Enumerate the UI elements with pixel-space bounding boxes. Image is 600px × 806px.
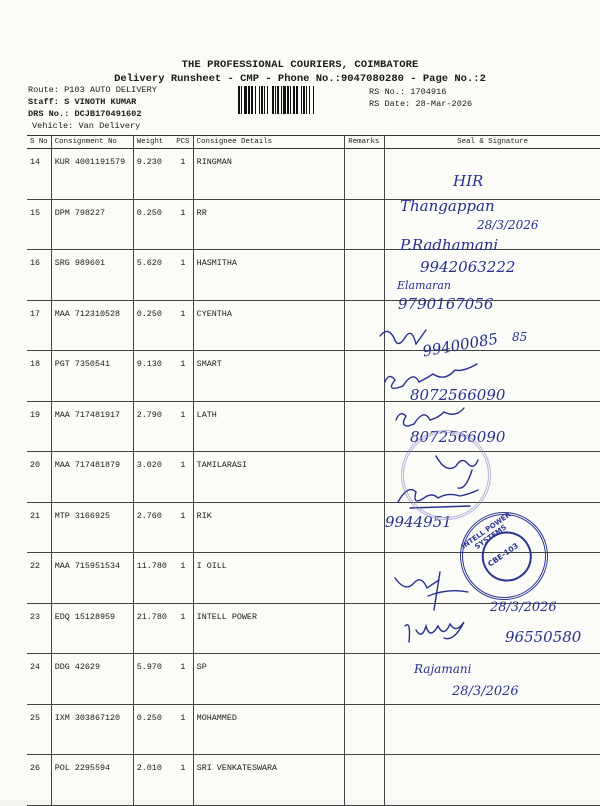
col-consignee: Consignee Details	[193, 136, 345, 149]
cell-sno: 23	[27, 603, 51, 654]
handwriting-r20-phone: 8072566090	[410, 428, 506, 446]
cell-weight: 5.970	[133, 654, 173, 705]
col-sno: S No	[27, 136, 51, 149]
cell-pcs: 1	[173, 351, 193, 402]
cell-sno: 26	[27, 755, 51, 806]
cell-weight: 21.780	[133, 603, 173, 654]
cell-weight: 9.130	[133, 351, 173, 402]
staff-label: Staff:	[28, 97, 59, 107]
cell-consignment: PGT 7350541	[51, 351, 133, 402]
cell-weight: 0.250	[133, 704, 173, 755]
cell-consignee: MOHAMMED	[193, 704, 345, 755]
col-pcs: PCS	[173, 136, 193, 149]
cell-sno: 20	[27, 452, 51, 503]
cell-sno: 17	[27, 300, 51, 351]
handwriting-r18-extra: 85	[512, 330, 528, 344]
cell-consignee: CYENTHA	[193, 300, 345, 351]
cell-sno: 19	[27, 401, 51, 452]
cell-sno: 16	[27, 250, 51, 301]
col-seal: Seal & Signature	[385, 136, 600, 149]
signature-r24	[395, 572, 468, 610]
rs-date-label: RS Date:	[369, 99, 411, 109]
cell-consignment: DPM 798227	[51, 199, 133, 250]
drs-label: DRS No.:	[28, 109, 70, 119]
cell-pcs: 1	[173, 654, 193, 705]
seal-company-text: INTELL POWER SYSTEMS	[460, 510, 513, 551]
handwriting-r26-date: 28/3/2026	[452, 684, 519, 699]
cell-consignment: SRG 989601	[51, 250, 133, 301]
cell-sno: 15	[27, 199, 51, 250]
cell-consignment: MAA 717481879	[51, 452, 133, 503]
route-value: P103 AUTO DELIVERY	[64, 85, 157, 95]
col-consignment: Consignment No	[51, 136, 133, 149]
cell-consignee: RINGMAN	[193, 149, 345, 200]
rs-date-value: 28-Mar-2026	[415, 99, 473, 109]
drs-value: DCJB170491602	[74, 109, 142, 119]
runsheet-subtitle: Delivery Runsheet - CMP - Phone No.:9047080280 - Page No.:2	[114, 73, 486, 85]
cell-pcs: 1	[173, 300, 193, 351]
cell-sno: 22	[27, 553, 51, 604]
cell-pcs: 1	[173, 149, 193, 200]
handwriting-r24-date: 28/3/2026	[490, 600, 557, 615]
cell-consignment: MAA 715951534	[51, 553, 133, 604]
handwriting-r16-name: P.Radhamani	[400, 236, 499, 254]
handwriting-r22-phone: 9944951	[385, 513, 452, 531]
signature-r20	[396, 408, 464, 426]
cell-weight: 5.620	[133, 250, 173, 301]
cell-consignee: SMART	[193, 351, 345, 402]
cell-consignee: RIK	[193, 502, 345, 553]
handwriting-r26-name: Rajamani	[414, 662, 472, 676]
cell-consignee: SRI VENKATESWARA	[193, 755, 345, 806]
handwriting-r19-phone: 8072566090	[410, 386, 506, 404]
handwriting-r15-name: Thangappan	[400, 197, 495, 215]
handwriting-r15-date: 28/3/2026	[477, 218, 539, 232]
cell-weight: 2.790	[133, 401, 173, 452]
handwriting-r16-phone: 9942063222	[420, 258, 516, 276]
cell-weight: 9.230	[133, 149, 173, 200]
cell-consignment: DDG 42629	[51, 654, 133, 705]
cell-weight: 11.780	[133, 553, 173, 604]
route-label: Route:	[28, 85, 59, 95]
cell-consignment: IXM 303867120	[51, 704, 133, 755]
cell-sno: 21	[27, 502, 51, 553]
cell-consignee: HASMITHA	[193, 250, 345, 301]
cell-sno: 14	[27, 149, 51, 200]
cell-weight: 2.010	[133, 755, 173, 806]
handwriting-r17-phone: 9790167056	[398, 295, 494, 313]
signature-r25	[405, 622, 464, 642]
cell-consignment: EDQ 15128959	[51, 603, 133, 654]
faded-seal-stamp	[401, 430, 491, 520]
cell-consignee: SP	[193, 654, 345, 705]
cell-pcs: 1	[173, 502, 193, 553]
rs-no-label: RS No.:	[369, 87, 406, 97]
cell-consignee: LATH	[193, 401, 345, 452]
cell-pcs: 1	[173, 401, 193, 452]
cell-consignee: TAMILARASI	[193, 452, 345, 503]
handwriting-r18-phone: 99400085	[421, 329, 500, 361]
cell-pcs: 1	[173, 452, 193, 503]
cell-sno: 24	[27, 654, 51, 705]
cell-sno: 25	[27, 704, 51, 755]
handwriting-r14: HIR	[453, 172, 484, 190]
handwriting-r17-name: Elamaran	[397, 279, 451, 292]
signature-r18	[380, 330, 426, 344]
company-title: THE PROFESSIONAL COURIERS, COIMBATORE	[181, 59, 419, 71]
cell-consignment: MTP 3166925	[51, 502, 133, 553]
cell-consignment: KUR 4001191579	[51, 149, 133, 200]
cell-consignment: MAA 717481917	[51, 401, 133, 452]
cell-pcs: 1	[173, 250, 193, 301]
cell-pcs: 1	[173, 553, 193, 604]
rs-no-value: 1704916	[410, 87, 447, 97]
cell-consignee: RR	[193, 199, 345, 250]
cell-weight: 0.250	[133, 300, 173, 351]
cell-weight: 3.020	[133, 452, 173, 503]
cell-pcs: 1	[173, 755, 193, 806]
cell-consignment: MAA 712310528	[51, 300, 133, 351]
cell-consignee: INTELL POWER	[193, 603, 345, 654]
cell-pcs: 1	[173, 199, 193, 250]
vehicle-label: Vehicle:	[32, 121, 74, 131]
cell-weight: 2.760	[133, 502, 173, 553]
staff-value: S VINOTH KUMAR	[64, 97, 137, 107]
cell-pcs: 1	[173, 704, 193, 755]
col-weight: Weight	[133, 136, 173, 149]
cell-weight: 0.250	[133, 199, 173, 250]
col-remarks: Remarks	[345, 136, 385, 149]
signature-r19	[385, 364, 477, 388]
cell-consignment: POL 2295594	[51, 755, 133, 806]
cell-consignee: I OILL	[193, 553, 345, 604]
seal-code-text: CBE-103	[486, 541, 521, 569]
vehicle-value: Van Delivery	[78, 121, 141, 131]
handwriting-r25-phone: 96550580	[505, 628, 582, 646]
cell-pcs: 1	[173, 603, 193, 654]
cell-sno: 18	[27, 351, 51, 402]
